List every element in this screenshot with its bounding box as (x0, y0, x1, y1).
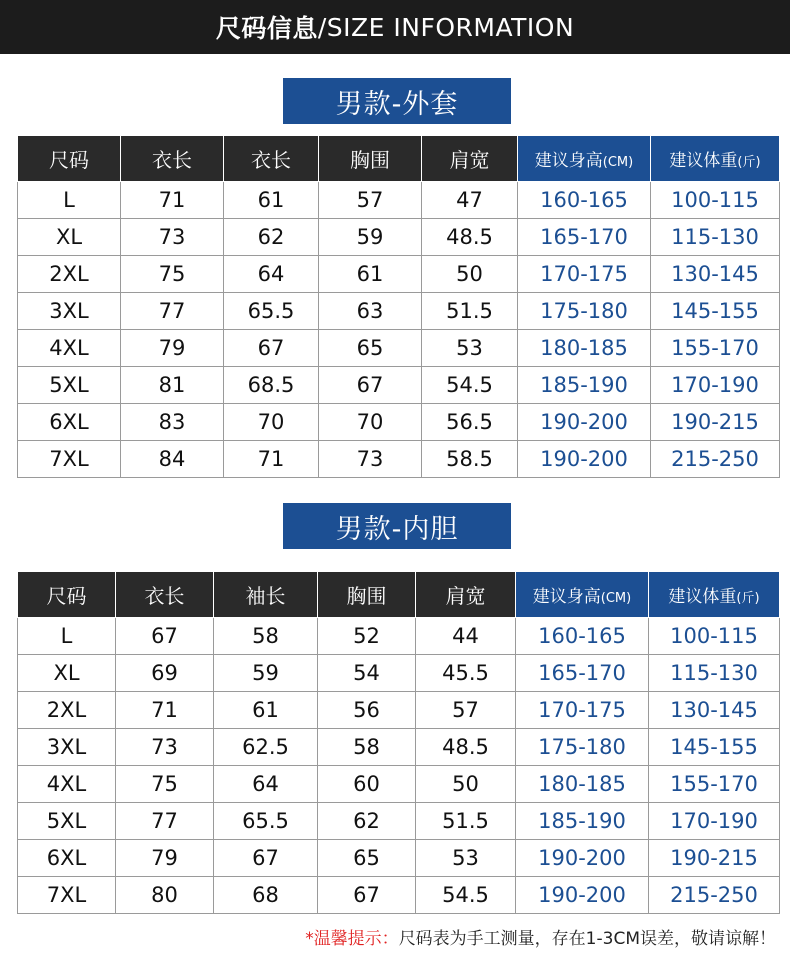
measurement-cell: 45.5 (416, 655, 516, 692)
size-label-cell: 3XL (18, 729, 116, 766)
size-label-cell: 5XL (18, 367, 121, 404)
column-header-label: 胸围 (346, 584, 387, 608)
recommendation-cell: 180-185 (518, 330, 651, 367)
measurement-cell: 53 (416, 840, 516, 877)
table-row (18, 219, 780, 256)
measurement-cell: 75 (121, 256, 224, 293)
recommendation-cell: 115-130 (649, 655, 780, 692)
recommendation-cell: 190-215 (649, 840, 780, 877)
table-row (18, 367, 780, 404)
table-row (18, 766, 780, 803)
column-header-label: 衣长 (251, 148, 291, 172)
recommendation-cell: 100-115 (651, 182, 780, 219)
table-header-row (18, 136, 780, 182)
recommendation-cell: 190-200 (518, 404, 651, 441)
column-header (214, 572, 318, 618)
column-header (651, 136, 780, 182)
measurement-cell: 53 (422, 330, 518, 367)
inner-size-table (17, 571, 780, 914)
column-header (318, 572, 416, 618)
measurement-cell: 52 (318, 618, 416, 655)
size-label-cell: 6XL (18, 404, 121, 441)
column-header-unit: (CM) (602, 155, 634, 170)
measurement-cell: 67 (318, 877, 416, 914)
measurement-cell: 58.5 (422, 441, 518, 478)
size-label-cell: 5XL (18, 803, 116, 840)
note-prefix: *温馨提示： (305, 929, 399, 949)
measurement-cell: 60 (318, 766, 416, 803)
recommendation-cell: 170-175 (516, 692, 649, 729)
recommendation-cell: 155-170 (651, 330, 780, 367)
column-header (224, 136, 319, 182)
table-row (18, 692, 780, 729)
table-row (18, 256, 780, 293)
measurement-cell: 68 (214, 877, 318, 914)
header-title-cn: 尺码信息 (215, 14, 318, 43)
table-row (18, 441, 780, 478)
measurement-cell: 71 (121, 182, 224, 219)
measurement-cell: 67 (214, 840, 318, 877)
column-header-label: 袖长 (245, 584, 286, 608)
recommendation-cell: 145-155 (649, 729, 780, 766)
measurement-cell: 71 (116, 692, 214, 729)
size-label-cell: 7XL (18, 441, 121, 478)
recommendation-cell: 165-170 (516, 655, 649, 692)
page-header (0, 0, 790, 54)
measurement-cell: 62 (318, 803, 416, 840)
column-header-label: 胸围 (350, 148, 390, 172)
measurement-cell: 58 (214, 618, 318, 655)
measurement-cell: 61 (224, 182, 319, 219)
table-row (18, 729, 780, 766)
measurement-cell: 65.5 (214, 803, 318, 840)
table-row (18, 330, 780, 367)
recommendation-cell: 190-200 (516, 840, 649, 877)
table-row (18, 404, 780, 441)
outer-size-table (17, 135, 780, 478)
recommendation-cell: 165-170 (518, 219, 651, 256)
column-header (416, 572, 516, 618)
recommendation-cell: 130-145 (649, 692, 780, 729)
table-row (18, 877, 780, 914)
measurement-cell: 64 (214, 766, 318, 803)
column-header (422, 136, 518, 182)
measurement-cell: 83 (121, 404, 224, 441)
measurement-cell: 65 (318, 840, 416, 877)
size-label-cell: L (18, 182, 121, 219)
measurement-cell: 73 (319, 441, 422, 478)
column-header-unit: (斤) (736, 591, 760, 606)
column-header-label: 建议身高 (532, 587, 601, 607)
column-header (649, 572, 780, 618)
recommendation-cell: 170-190 (651, 367, 780, 404)
size-label-cell: XL (18, 219, 121, 256)
column-header-label: 尺码 (46, 584, 87, 608)
size-label-cell: 2XL (18, 256, 121, 293)
column-header (319, 136, 422, 182)
column-header (516, 572, 649, 618)
recommendation-cell: 160-165 (516, 618, 649, 655)
measurement-cell: 70 (319, 404, 422, 441)
measurement-cell: 84 (121, 441, 224, 478)
recommendation-cell: 155-170 (649, 766, 780, 803)
outer-section-title: 男款-外套 (283, 78, 511, 124)
measurement-cell: 62 (224, 219, 319, 256)
size-label-cell: 6XL (18, 840, 116, 877)
measurement-cell: 54.5 (416, 877, 516, 914)
column-header (116, 572, 214, 618)
measurement-cell: 59 (214, 655, 318, 692)
measurement-cell: 65 (319, 330, 422, 367)
measurement-cell: 47 (422, 182, 518, 219)
recommendation-cell: 100-115 (649, 618, 780, 655)
column-header (18, 136, 121, 182)
recommendation-cell: 190-215 (651, 404, 780, 441)
measurement-cell: 50 (422, 256, 518, 293)
column-header (121, 136, 224, 182)
recommendation-cell: 190-200 (518, 441, 651, 478)
column-header-label: 肩宽 (445, 584, 486, 608)
size-label-cell: 2XL (18, 692, 116, 729)
measurement-cell: 80 (116, 877, 214, 914)
measurement-cell: 57 (319, 182, 422, 219)
column-header (18, 572, 116, 618)
measurement-cell: 50 (416, 766, 516, 803)
size-label-cell: 4XL (18, 766, 116, 803)
measurement-cell: 69 (116, 655, 214, 692)
table-row (18, 803, 780, 840)
measurement-cell: 70 (224, 404, 319, 441)
table-row (18, 182, 780, 219)
recommendation-cell: 185-190 (518, 367, 651, 404)
table-row (18, 618, 780, 655)
column-header-label: 衣长 (152, 148, 192, 172)
table-header-row (18, 572, 780, 618)
recommendation-cell: 160-165 (518, 182, 651, 219)
column-header-label: 建议身高 (534, 151, 603, 171)
measurement-cell: 56 (318, 692, 416, 729)
recommendation-cell: 180-185 (516, 766, 649, 803)
measurement-cell: 56.5 (422, 404, 518, 441)
measurement-cell: 58 (318, 729, 416, 766)
recommendation-cell: 145-155 (651, 293, 780, 330)
size-label-cell: 7XL (18, 877, 116, 914)
measurement-cell: 67 (319, 367, 422, 404)
measurement-cell: 48.5 (422, 219, 518, 256)
recommendation-cell: 185-190 (516, 803, 649, 840)
measurement-cell: 77 (116, 803, 214, 840)
size-label-cell: L (18, 618, 116, 655)
measurement-cell: 64 (224, 256, 319, 293)
measurement-cell: 61 (214, 692, 318, 729)
measurement-cell: 79 (121, 330, 224, 367)
measurement-cell: 54 (318, 655, 416, 692)
measurement-cell: 63 (319, 293, 422, 330)
measurement-cell: 73 (116, 729, 214, 766)
size-label-cell: 3XL (18, 293, 121, 330)
measurement-cell: 67 (224, 330, 319, 367)
table-row (18, 840, 780, 877)
measurement-cell: 51.5 (422, 293, 518, 330)
measurement-cell: 68.5 (224, 367, 319, 404)
recommendation-cell: 130-145 (651, 256, 780, 293)
inner-section-title: 男款-内胆 (283, 503, 511, 549)
column-header-label: 衣长 (144, 584, 185, 608)
measurement-cell: 59 (319, 219, 422, 256)
measurement-cell: 61 (319, 256, 422, 293)
measurement-cell: 44 (416, 618, 516, 655)
recommendation-cell: 190-200 (516, 877, 649, 914)
measurement-cell: 75 (116, 766, 214, 803)
measurement-cell: 54.5 (422, 367, 518, 404)
recommendation-cell: 215-250 (649, 877, 780, 914)
measurement-cell: 79 (116, 840, 214, 877)
column-header-label: 肩宽 (449, 148, 490, 172)
measurement-cell: 62.5 (214, 729, 318, 766)
recommendation-cell: 115-130 (651, 219, 780, 256)
measurement-cell: 51.5 (416, 803, 516, 840)
table-row (18, 293, 780, 330)
column-header-label: 尺码 (49, 148, 89, 172)
column-header (518, 136, 651, 182)
measurement-cell: 57 (416, 692, 516, 729)
recommendation-cell: 215-250 (651, 441, 780, 478)
measurement-cell: 77 (121, 293, 224, 330)
size-label-cell: XL (18, 655, 116, 692)
measurement-cell: 67 (116, 618, 214, 655)
column-header-label: 建议体重 (668, 587, 737, 607)
column-header-unit: (斤) (737, 155, 761, 170)
measurement-cell: 65.5 (224, 293, 319, 330)
recommendation-cell: 175-180 (516, 729, 649, 766)
header-title-en: /SIZE INFORMATION (317, 12, 575, 42)
table-row (18, 655, 780, 692)
measurement-cell: 71 (224, 441, 319, 478)
column-header-label: 建议体重 (669, 151, 738, 171)
measurement-cell: 48.5 (416, 729, 516, 766)
measurement-cell: 81 (121, 367, 224, 404)
note-text: 尺码表为手工测量，存在1-3CM误差，敬请谅解！ (398, 929, 776, 949)
column-header-unit: (CM) (600, 591, 632, 606)
measurement-note (305, 924, 776, 949)
measurement-cell: 73 (121, 219, 224, 256)
recommendation-cell: 170-190 (649, 803, 780, 840)
recommendation-cell: 170-175 (518, 256, 651, 293)
recommendation-cell: 175-180 (518, 293, 651, 330)
size-label-cell: 4XL (18, 330, 121, 367)
